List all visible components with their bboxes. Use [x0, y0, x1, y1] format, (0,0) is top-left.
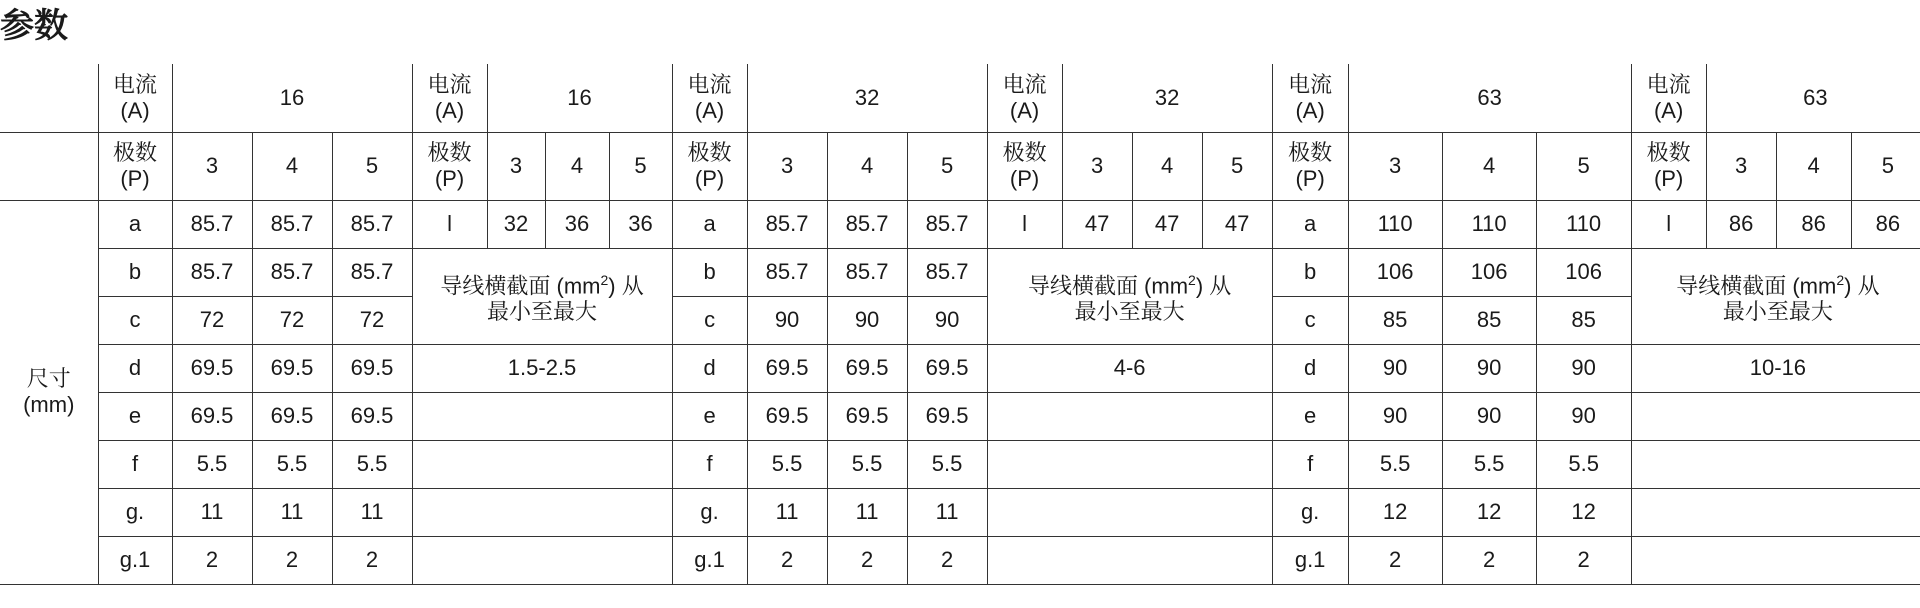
dimension-row-label: c [672, 296, 747, 344]
dimension-row-label: e [98, 392, 172, 440]
dimension-row-label: b [672, 248, 747, 296]
dimension-value: 85.7 [747, 200, 827, 248]
dimension-value: 69.5 [747, 392, 827, 440]
l-value: 32 [487, 200, 545, 248]
dimension-row-label: a [98, 200, 172, 248]
dimension-row-label: c [98, 296, 172, 344]
dimension-value: 85 [1536, 296, 1631, 344]
poles-label-line-1: 极数 [687, 140, 732, 165]
dimension-value: 69.5 [747, 344, 827, 392]
current-label [1272, 64, 1348, 132]
dimension-value: 11 [907, 488, 987, 536]
dimension-label [0, 200, 98, 584]
dimension-value: 90 [1348, 392, 1442, 440]
l-value: 47 [1132, 200, 1202, 248]
section-label [987, 248, 1272, 344]
dimension-value: 85.7 [827, 248, 907, 296]
dimension-value: 69.5 [332, 344, 412, 392]
section-label-tail: ) 从 [1844, 273, 1880, 299]
current-value: 63 [1348, 64, 1631, 132]
spec-table [0, 64, 1920, 585]
header-corner [0, 132, 98, 200]
current-label [98, 64, 172, 132]
dimension-value: 106 [1442, 248, 1536, 296]
l-value: 86 [1706, 200, 1776, 248]
dimension-row-label: g.1 [98, 536, 172, 584]
dimension-value: 72 [252, 296, 332, 344]
dimension-value: 85.7 [172, 248, 252, 296]
aux-current-label-line-1: 电流 [1646, 71, 1691, 97]
poles-label-line-1: 极数 [1646, 140, 1691, 165]
dimension-row-label: e [1272, 392, 1348, 440]
empty-cell [987, 440, 1272, 488]
dimension-row-label: g.1 [1272, 536, 1348, 584]
poles-label-line-2: (P) [1009, 166, 1040, 191]
dimension-value: 90 [1536, 392, 1631, 440]
empty-cell [1631, 392, 1920, 440]
poles-value: 5 [1851, 132, 1920, 200]
dimension-value: 85.7 [252, 248, 332, 296]
section-label [1631, 248, 1920, 344]
dimension-value: 69.5 [827, 392, 907, 440]
section-range: 4-6 [987, 344, 1272, 392]
dimension-row-label: d [98, 344, 172, 392]
empty-cell [987, 392, 1272, 440]
dimension-value: 12 [1536, 488, 1631, 536]
empty-cell [412, 536, 672, 584]
poles-label-line-2: (P) [1295, 166, 1325, 191]
section-label-sup: 2 [600, 271, 609, 288]
aux-current-value: 63 [1706, 64, 1920, 132]
empty-cell [1631, 536, 1920, 584]
poles-value: 3 [1348, 132, 1442, 200]
section-label [412, 248, 672, 344]
dimension-row-label: d [1272, 344, 1348, 392]
poles-value: 4 [1776, 132, 1851, 200]
dimension-value: 69.5 [172, 392, 252, 440]
aux-current-label-line-2: (A) [1653, 97, 1684, 123]
dimension-value: 85.7 [827, 200, 907, 248]
current-label-line-1: 电流 [1288, 71, 1333, 97]
dimension-value: 110 [1442, 200, 1536, 248]
aux-current-label [412, 64, 487, 132]
poles-label [412, 132, 487, 200]
dimension-value: 2 [1348, 536, 1442, 584]
poles-value: 5 [907, 132, 987, 200]
poles-value: 4 [545, 132, 609, 200]
poles-value: 4 [1442, 132, 1536, 200]
dimension-value: 69.5 [252, 344, 332, 392]
dimension-value: 69.5 [907, 392, 987, 440]
dimension-value: 11 [172, 488, 252, 536]
dimension-value: 2 [252, 536, 332, 584]
poles-label [1631, 132, 1706, 200]
dimension-value: 110 [1348, 200, 1442, 248]
current-label [672, 64, 747, 132]
dimension-value: 12 [1442, 488, 1536, 536]
dimension-row-label: g.1 [672, 536, 747, 584]
dimension-value: 12 [1348, 488, 1442, 536]
empty-cell [412, 440, 672, 488]
dimension-value: 90 [1348, 344, 1442, 392]
aux-current-value: 32 [1062, 64, 1272, 132]
poles-label-line-1: 极数 [1002, 140, 1047, 165]
poles-label [987, 132, 1062, 200]
section-label-sup: 2 [1188, 271, 1196, 288]
section-label-sup: 2 [1836, 271, 1845, 288]
section-range: 1.5-2.5 [412, 344, 672, 392]
poles-label [1272, 132, 1348, 200]
empty-cell [987, 488, 1272, 536]
dimension-value: 2 [827, 536, 907, 584]
dimension-value: 5.5 [747, 440, 827, 488]
section-label-text: 导线横截面 (mm [1676, 273, 1837, 299]
dimension-row-label: f [98, 440, 172, 488]
poles-label-line-1: 极数 [427, 140, 472, 165]
empty-cell [1631, 440, 1920, 488]
poles-label-line-2: (P) [120, 166, 150, 191]
dimension-row-label: d [672, 344, 747, 392]
l-value: 86 [1851, 200, 1920, 248]
dimension-row-label: g. [98, 488, 172, 536]
dimension-value: 90 [907, 296, 987, 344]
dimension-value: 85.7 [907, 200, 987, 248]
dimension-value: 106 [1536, 248, 1631, 296]
dimension-label-line-2: (mm) [23, 392, 75, 417]
dimension-value: 85 [1348, 296, 1442, 344]
dimension-value: 69.5 [332, 392, 412, 440]
l-label: l [987, 200, 1062, 248]
aux-current-label-line-1: 电流 [427, 71, 472, 97]
section-label-tail: ) 从 [608, 273, 644, 299]
poles-label-line-1: 极数 [112, 140, 157, 165]
dimension-value: 2 [1442, 536, 1536, 584]
empty-cell [987, 536, 1272, 584]
aux-current-label [987, 64, 1062, 132]
current-label-line-2: (A) [120, 97, 150, 123]
dimension-value: 11 [747, 488, 827, 536]
dimension-value: 90 [1442, 344, 1536, 392]
dimension-value: 90 [747, 296, 827, 344]
dimension-value: 5.5 [1442, 440, 1536, 488]
dimension-row-label: a [672, 200, 747, 248]
dimension-value: 5.5 [252, 440, 332, 488]
current-label-line-2: (A) [1295, 97, 1325, 123]
dimension-value: 85.7 [907, 248, 987, 296]
poles-value: 3 [1706, 132, 1776, 200]
dimension-row-label: b [98, 248, 172, 296]
dimension-value: 85.7 [332, 248, 412, 296]
dimension-value: 2 [172, 536, 252, 584]
dimension-value: 11 [252, 488, 332, 536]
poles-label [98, 132, 172, 200]
poles-value: 5 [1202, 132, 1272, 200]
dimension-row-label: e [672, 392, 747, 440]
empty-cell [412, 392, 672, 440]
aux-current-label-line-2: (A) [1009, 97, 1040, 123]
aux-current-label-line-1: 电流 [1002, 71, 1047, 97]
poles-value: 3 [487, 132, 545, 200]
dimension-value: 5.5 [907, 440, 987, 488]
header-corner [0, 64, 98, 132]
dimension-value: 69.5 [907, 344, 987, 392]
page-title: 参数 [0, 7, 68, 45]
aux-current-value: 16 [487, 64, 672, 132]
dimension-value: 5.5 [827, 440, 907, 488]
poles-label-line-2: (P) [1653, 166, 1684, 191]
l-value: 36 [545, 200, 609, 248]
poles-label-line-2: (P) [694, 166, 725, 191]
poles-value: 5 [332, 132, 412, 200]
poles-value: 3 [1062, 132, 1132, 200]
l-value: 36 [609, 200, 672, 248]
dimension-value: 90 [827, 296, 907, 344]
dimension-row-label: g. [1272, 488, 1348, 536]
empty-cell [1631, 488, 1920, 536]
dimension-row-label: a [1272, 200, 1348, 248]
poles-value: 4 [1132, 132, 1202, 200]
current-value: 32 [747, 64, 987, 132]
section-label-text: 导线横截面 (mm [1027, 273, 1189, 299]
poles-value: 5 [1536, 132, 1631, 200]
dimension-value: 2 [747, 536, 827, 584]
dimension-row-label: c [1272, 296, 1348, 344]
dimension-value: 90 [1536, 344, 1631, 392]
aux-current-label-line-2: (A) [434, 97, 465, 123]
dimension-value: 85.7 [332, 200, 412, 248]
dimension-value: 72 [172, 296, 252, 344]
poles-value: 3 [172, 132, 252, 200]
poles-value: 4 [252, 132, 332, 200]
dimension-value: 5.5 [172, 440, 252, 488]
l-label: l [412, 200, 487, 248]
dimension-value: 106 [1348, 248, 1442, 296]
poles-label-line-2: (P) [434, 166, 465, 191]
section-label-line-2: 最小至最大 [487, 299, 598, 325]
current-value: 16 [172, 64, 412, 132]
dimension-row-label: f [1272, 440, 1348, 488]
dimension-value: 85 [1442, 296, 1536, 344]
dimension-row-label: b [1272, 248, 1348, 296]
empty-cell [412, 488, 672, 536]
aux-current-label [1631, 64, 1706, 132]
section-label-line-2: 最小至最大 [1074, 299, 1185, 325]
poles-value: 4 [827, 132, 907, 200]
dimension-value: 11 [332, 488, 412, 536]
section-label-line-2: 最小至最大 [1722, 299, 1833, 325]
l-value: 47 [1202, 200, 1272, 248]
l-value: 47 [1062, 200, 1132, 248]
dimension-value: 2 [332, 536, 412, 584]
dimension-value: 5.5 [1536, 440, 1631, 488]
dimension-value: 72 [332, 296, 412, 344]
current-label-line-2: (A) [694, 97, 725, 123]
section-label-tail: ) 从 [1195, 273, 1232, 299]
dimension-value: 2 [1536, 536, 1631, 584]
dimension-value: 85.7 [747, 248, 827, 296]
l-label: l [1631, 200, 1706, 248]
dimension-value: 69.5 [252, 392, 332, 440]
poles-value: 3 [747, 132, 827, 200]
dimension-value: 5.5 [332, 440, 412, 488]
dimension-value: 85.7 [252, 200, 332, 248]
section-range: 10-16 [1631, 344, 1920, 392]
dimension-row-label: f [672, 440, 747, 488]
dimension-label-line-1: 尺寸 [26, 366, 71, 391]
poles-label [672, 132, 747, 200]
dimension-value: 2 [907, 536, 987, 584]
dimension-value: 69.5 [172, 344, 252, 392]
dimension-value: 5.5 [1348, 440, 1442, 488]
l-value: 86 [1776, 200, 1851, 248]
current-label-line-1: 电流 [112, 71, 157, 97]
poles-value: 5 [609, 132, 672, 200]
dimension-value: 69.5 [827, 344, 907, 392]
dimension-value: 85.7 [172, 200, 252, 248]
dimension-row-label: g. [672, 488, 747, 536]
dimension-value: 110 [1536, 200, 1631, 248]
poles-label-line-1: 极数 [1288, 140, 1333, 165]
dimension-value: 11 [827, 488, 907, 536]
current-label-line-1: 电流 [687, 71, 732, 97]
dimension-value: 90 [1442, 392, 1536, 440]
section-label-text: 导线横截面 (mm [440, 273, 601, 299]
